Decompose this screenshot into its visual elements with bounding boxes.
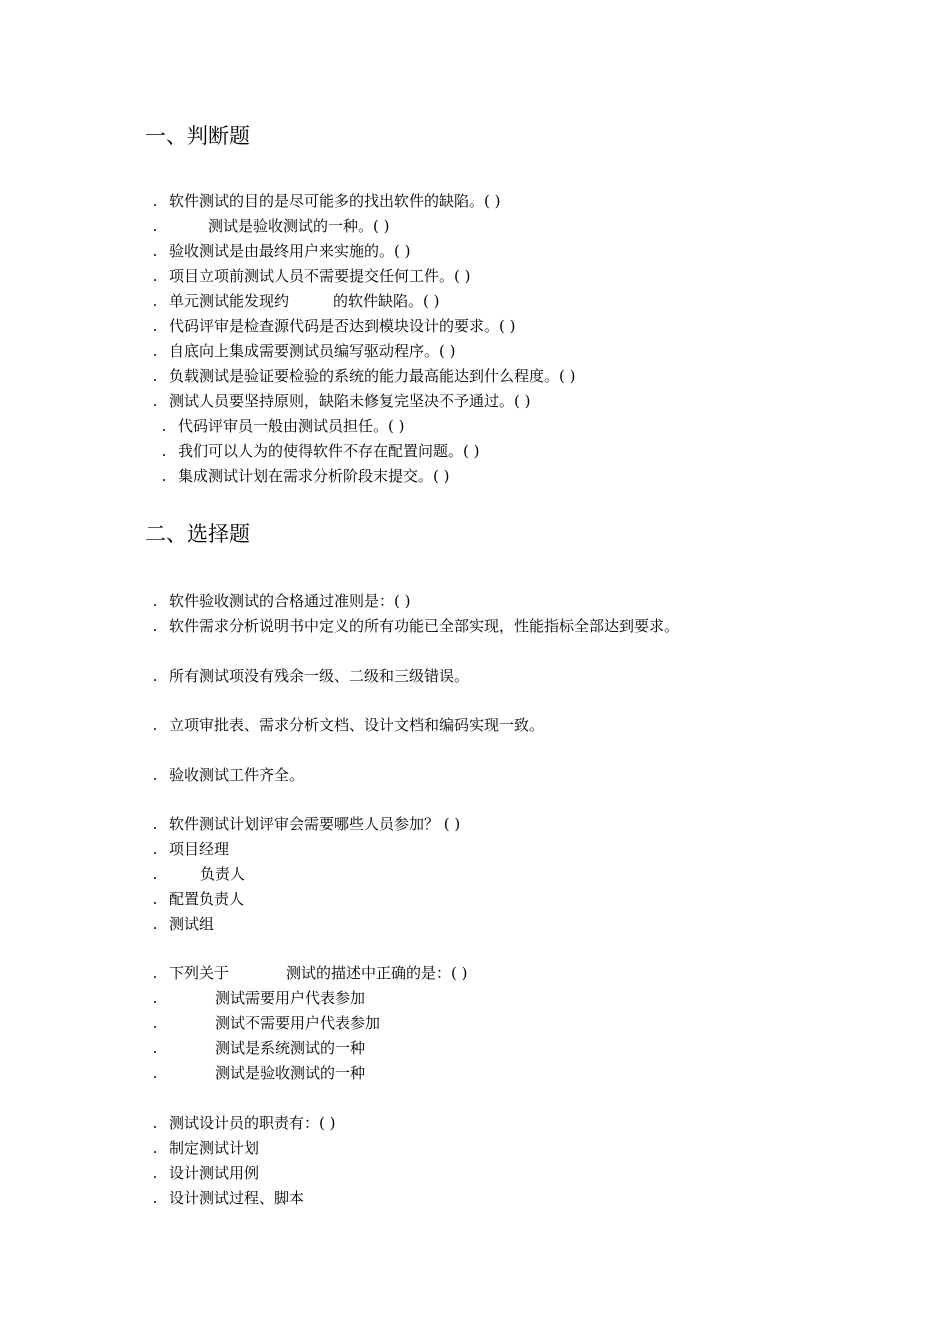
- option-text: 测试组: [169, 915, 215, 933]
- item-marker: .: [152, 342, 158, 360]
- item-marker: .: [152, 716, 158, 734]
- item-marker: .: [152, 267, 158, 285]
- item-marker: .: [152, 667, 158, 685]
- question-text-continued: 测试的描述中正确的是：( ): [286, 964, 468, 982]
- option-text: 测试需要用户代表参加: [215, 989, 366, 1007]
- item-marker: .: [152, 1189, 158, 1207]
- item-marker: .: [152, 317, 158, 335]
- item-text: 代码评审是检查源代码是否达到模块设计的要求。( ): [169, 317, 516, 335]
- option-text: 负责人: [200, 865, 246, 883]
- item-marker: .: [152, 1064, 158, 1082]
- item-text: 集成测试计划在需求分析阶段末提交。( ): [178, 467, 450, 485]
- item-text: 我们可以人为的使得软件不存在配置问题。( ): [178, 442, 480, 460]
- section-heading-multiple-choice: 二、选择题: [145, 522, 250, 546]
- item-text: 软件测试的目的是尽可能多的找出软件的缺陷。( ): [169, 192, 501, 210]
- option-text: 验收测试工件齐全。: [169, 766, 305, 784]
- item-marker: .: [152, 617, 158, 635]
- item-marker: .: [161, 442, 167, 460]
- item-text-continued: 的软件缺陷。( ): [333, 292, 440, 310]
- item-marker: .: [152, 840, 158, 858]
- item-text: 自底向上集成需要测试员编写驱动程序。( ): [169, 342, 456, 360]
- question-text: 测试设计员的职责有：( ): [169, 1114, 336, 1132]
- item-marker: .: [152, 242, 158, 260]
- option-text: 测试是验收测试的一种: [215, 1064, 366, 1082]
- item-marker: .: [152, 989, 158, 1007]
- question-text: 软件测试计划评审会需要哪些人员参加？ ( ): [169, 815, 461, 833]
- item-marker: .: [152, 392, 158, 410]
- option-text: 项目经理: [169, 840, 230, 858]
- option-text: 制定测试计划: [169, 1139, 260, 1157]
- item-marker: .: [152, 1039, 158, 1057]
- question-text: 下列关于: [169, 964, 230, 982]
- section-heading-true-false: 一、判断题: [145, 124, 250, 148]
- item-marker: .: [152, 1014, 158, 1032]
- item-text: 单元测试能发现约: [169, 292, 290, 310]
- item-marker: .: [152, 192, 158, 210]
- item-text: 验收测试是由最终用户来实施的。( ): [169, 242, 411, 260]
- item-marker: .: [152, 964, 158, 982]
- item-marker: .: [152, 766, 158, 784]
- item-marker: .: [152, 1114, 158, 1132]
- item-text: 测试是验收测试的一种。( ): [208, 217, 390, 235]
- option-text: 软件需求分析说明书中定义的所有功能已全部实现，性能指标全部达到要求。: [169, 617, 680, 635]
- item-marker: .: [152, 592, 158, 610]
- item-marker: .: [152, 292, 158, 310]
- option-text: 配置负责人: [169, 890, 245, 908]
- question-text: 软件验收测试的合格通过准则是：( ): [169, 592, 411, 610]
- item-text: 负载测试是验证要检验的系统的能力最高能达到什么程度。( ): [169, 367, 576, 385]
- item-marker: .: [152, 915, 158, 933]
- option-text: 设计测试用例: [169, 1164, 260, 1182]
- option-text: 测试是系统测试的一种: [215, 1039, 366, 1057]
- item-text: 代码评审员一般由测试员担任。( ): [178, 417, 405, 435]
- option-text: 测试不需要用户代表参加: [215, 1014, 381, 1032]
- item-marker: .: [152, 217, 158, 235]
- item-marker: .: [161, 417, 167, 435]
- item-text: 项目立项前测试人员不需要提交任何工件。( ): [169, 267, 471, 285]
- item-marker: .: [152, 865, 158, 883]
- item-text: 测试人员要坚持原则，缺陷未修复完坚决不予通过。( ): [169, 392, 531, 410]
- item-marker: .: [152, 1164, 158, 1182]
- item-marker: .: [161, 467, 167, 485]
- item-marker: .: [152, 815, 158, 833]
- option-text: 立项审批表、需求分析文档、设计文档和编码实现一致。: [169, 716, 545, 734]
- option-text: 设计测试过程、脚本: [169, 1189, 305, 1207]
- option-text: 所有测试项没有残余一级、二级和三级错误。: [169, 667, 470, 685]
- item-marker: .: [152, 367, 158, 385]
- item-marker: .: [152, 890, 158, 908]
- item-marker: .: [152, 1139, 158, 1157]
